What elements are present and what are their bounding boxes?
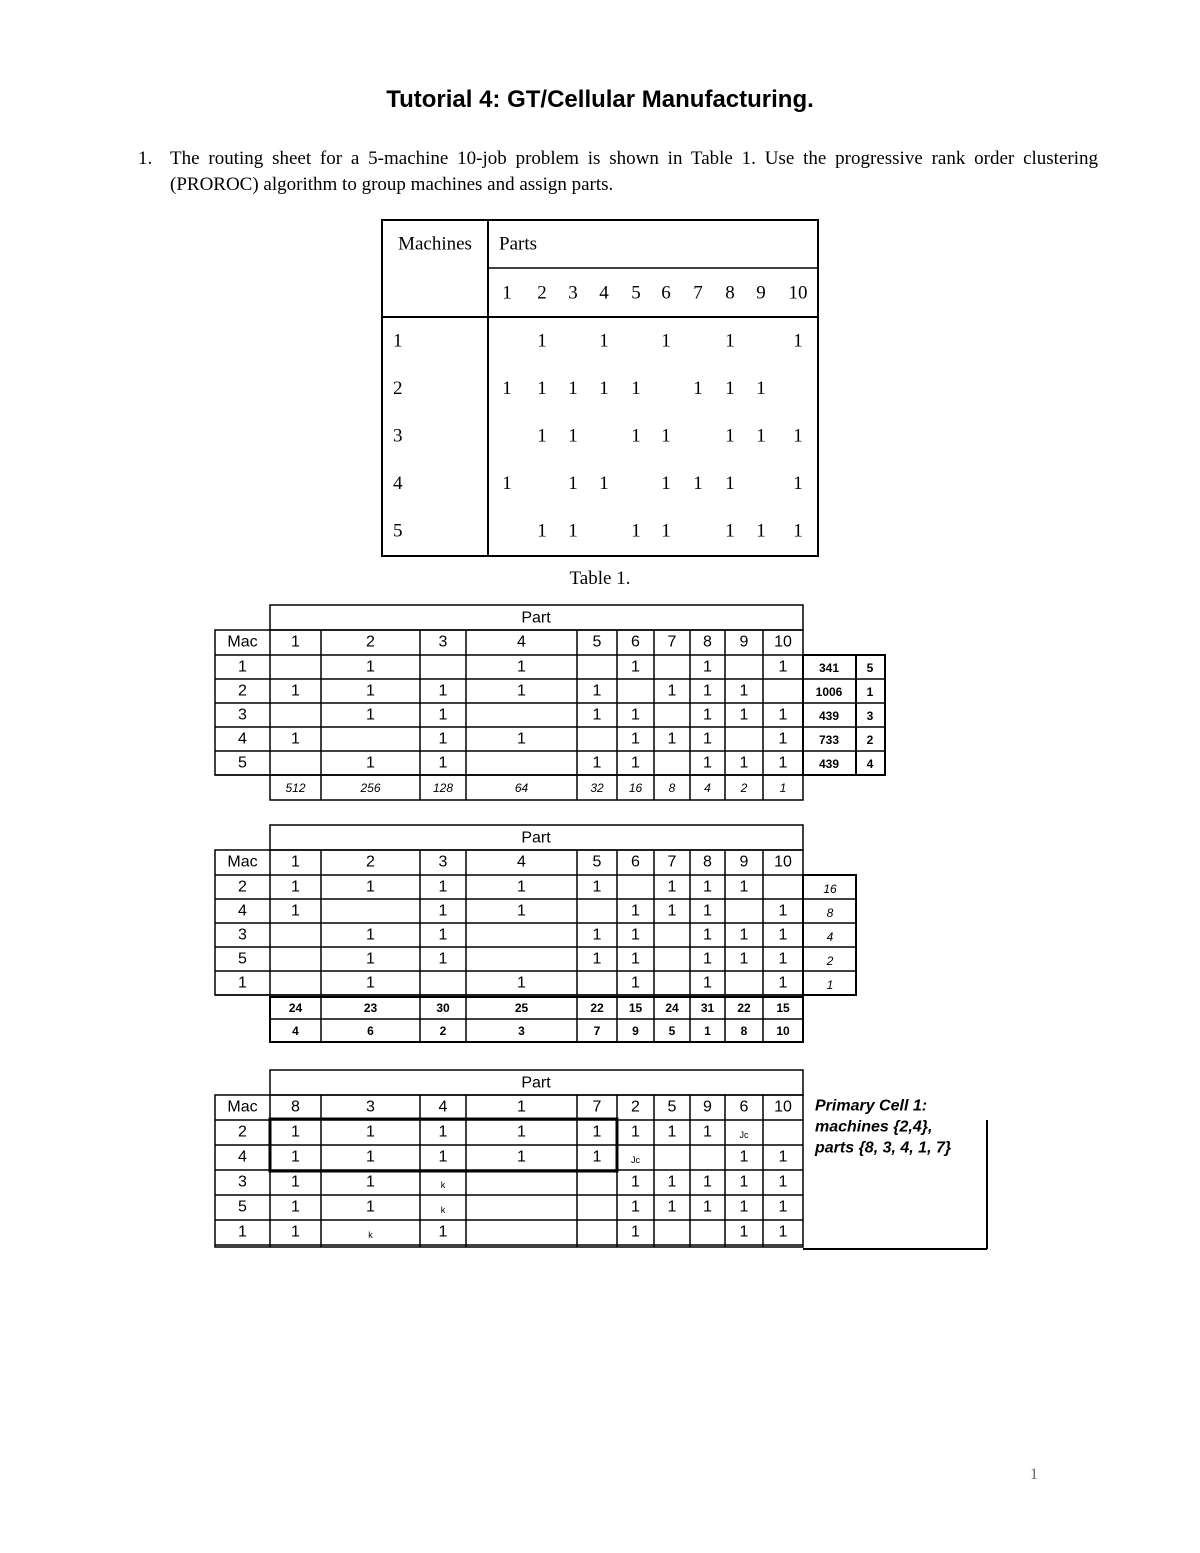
grid-cell: 1 xyxy=(631,754,640,772)
table1-part-number: 2 xyxy=(537,282,547,304)
grid-cell: 1 xyxy=(631,926,640,944)
table1-part-number: 9 xyxy=(756,282,766,304)
page-number: 1 xyxy=(1030,1466,1038,1483)
part-col-header: 7 xyxy=(667,853,677,871)
row-rank: 4 xyxy=(866,757,874,771)
grid-cell: 1 xyxy=(667,1198,677,1216)
grid-cell: 1 xyxy=(366,878,375,896)
grid-cell: 1 xyxy=(778,658,788,676)
table1-cell: 1 xyxy=(661,473,671,494)
grid-cell: 1 xyxy=(778,730,788,748)
part-col-header: 6 xyxy=(631,853,640,871)
grid-cell: 1 xyxy=(703,754,712,772)
table1-cell: 1 xyxy=(793,425,803,447)
column-weight: 16 xyxy=(628,781,643,795)
row-binary-sum: 1006 xyxy=(815,685,843,699)
row-weight: 4 xyxy=(826,930,834,944)
grid-cell: 1 xyxy=(291,1198,300,1216)
part-col-header: 7 xyxy=(592,1098,602,1116)
column-weight: 256 xyxy=(360,781,381,795)
table1-part-number: 1 xyxy=(502,282,512,304)
column-rank: 9 xyxy=(632,1024,639,1038)
column-binary-sum: 30 xyxy=(436,1001,450,1015)
part-header: Part xyxy=(521,609,551,627)
column-binary-sum: 24 xyxy=(288,1001,303,1015)
part-col-header: 10 xyxy=(774,853,792,871)
grid-cell: 1 xyxy=(517,658,526,676)
part-col-header: 5 xyxy=(592,853,602,871)
mac-label: 2 xyxy=(238,682,247,700)
table1-cell: 1 xyxy=(756,520,766,542)
grid-cell: 1 xyxy=(667,902,677,920)
row-binary-sum: 439 xyxy=(818,757,840,771)
row-rank: 2 xyxy=(866,733,874,747)
grid-cell: 1 xyxy=(631,1123,640,1141)
grid-cell: 1 xyxy=(291,1223,300,1241)
table1-cell: 1 xyxy=(599,473,609,494)
table1-parts-header: Parts xyxy=(499,233,537,255)
grid-cell: 1 xyxy=(739,1148,749,1166)
column-rank: 8 xyxy=(740,1024,748,1038)
grid-cell: 1 xyxy=(438,950,448,968)
grid-cell: 1 xyxy=(703,878,712,896)
grid-cell: 1 xyxy=(667,878,677,896)
grid-cell: 1 xyxy=(778,974,788,992)
grid-cell: 1 xyxy=(631,902,640,920)
grid-cell: 1 xyxy=(631,706,640,724)
grid-cell: 1 xyxy=(291,902,300,920)
part-col-header: 3 xyxy=(438,853,448,871)
part-header: Part xyxy=(521,829,551,847)
mac-label: 4 xyxy=(238,730,247,748)
table1-cell: 1 xyxy=(725,425,735,447)
grid-cell: 1 xyxy=(778,950,788,968)
table1-cell: 1 xyxy=(725,473,735,494)
row-weight: 8 xyxy=(826,906,834,920)
grid-cell: 1 xyxy=(739,878,749,896)
part-col-header: 8 xyxy=(291,1098,300,1116)
question-number: 1. xyxy=(138,148,153,169)
mac-label: 4 xyxy=(238,902,247,920)
grid-cell: 1 xyxy=(739,926,749,944)
grid-cell: 1 xyxy=(739,1198,749,1216)
column-binary-sum: 15 xyxy=(776,1001,790,1015)
grid-cell: 1 xyxy=(778,1148,788,1166)
mac-label: 3 xyxy=(238,926,247,944)
grid-cell: 1 xyxy=(703,682,712,700)
part-col-header: 4 xyxy=(517,853,526,871)
part-header: Part xyxy=(521,1074,551,1092)
grid-cell: 1 xyxy=(592,878,602,896)
grid-cell: 1 xyxy=(366,974,375,992)
table1-machine-label: 2 xyxy=(393,378,403,399)
column-binary-sum: 23 xyxy=(363,1001,378,1015)
grid-cell: 1 xyxy=(438,730,448,748)
part-col-header: 1 xyxy=(517,1098,526,1116)
column-binary-sum: 15 xyxy=(628,1001,643,1015)
grid-cell: 1 xyxy=(703,1173,712,1191)
grid-cell: 1 xyxy=(631,730,640,748)
mac-label: 3 xyxy=(238,1173,247,1191)
row-rank: 5 xyxy=(866,661,874,675)
grid-cell: 1 xyxy=(291,730,300,748)
table1-cell: 1 xyxy=(568,425,578,447)
grid-cell: 1 xyxy=(517,902,526,920)
grid-cell: 1 xyxy=(703,706,712,724)
table1-machine-label: 5 xyxy=(393,520,403,542)
grid-cell: 1 xyxy=(703,950,712,968)
part-col-header: 3 xyxy=(366,1098,375,1116)
column-rank: 5 xyxy=(668,1024,676,1038)
grid-cell: 1 xyxy=(631,1173,640,1191)
table1-cell: 1 xyxy=(502,473,512,494)
grid-cell: 1 xyxy=(438,902,448,920)
grid-cell: 1 xyxy=(778,1173,788,1191)
grid-cell: 1 xyxy=(366,754,375,772)
table1-cell: 1 xyxy=(661,330,671,352)
table1-cell: 1 xyxy=(568,473,578,494)
row-binary-sum: 341 xyxy=(818,661,840,675)
mac-header: Mac xyxy=(227,853,258,871)
mac-label: 1 xyxy=(238,974,247,992)
part-col-header: 5 xyxy=(592,633,602,651)
column-rank: 10 xyxy=(776,1024,790,1038)
row-binary-sum: 733 xyxy=(818,733,840,747)
table1-machine-label: 4 xyxy=(393,473,403,494)
column-weight: 2 xyxy=(740,781,748,795)
grid-cell: 1 xyxy=(438,1223,448,1241)
column-binary-sum: 25 xyxy=(514,1001,529,1015)
primary-cell-note: Primary Cell 1: xyxy=(815,1097,928,1115)
grid-cell: 1 xyxy=(703,658,712,676)
part-col-header: 9 xyxy=(739,633,749,651)
table1-machine-label: 3 xyxy=(393,425,403,447)
mac-label: 2 xyxy=(238,878,247,896)
table1-machines-header: Machines xyxy=(398,233,472,255)
table1-cell: 1 xyxy=(661,425,671,447)
table1-cell: 1 xyxy=(693,473,703,494)
table1-cell: 1 xyxy=(725,330,735,352)
grid-cell: 1 xyxy=(438,1148,448,1166)
primary-cell-note: parts {8, 3, 4, 1, 7} xyxy=(815,1139,952,1157)
table1-cell: 1 xyxy=(756,425,766,447)
table1-cell: 1 xyxy=(693,378,703,399)
part-col-header: 10 xyxy=(774,633,792,651)
grid-cell: 1 xyxy=(667,682,677,700)
grid-cell: 1 xyxy=(778,902,788,920)
grid-cell: 1 xyxy=(592,1123,602,1141)
grid-cell: 1 xyxy=(291,878,300,896)
part-col-header: 1 xyxy=(291,853,300,871)
table1-cell: 1 xyxy=(599,378,609,399)
grid-cell: 1 xyxy=(739,706,749,724)
grid-cell: 1 xyxy=(592,926,602,944)
grid-cell: 1 xyxy=(703,1198,712,1216)
grid-cell: 1 xyxy=(438,754,448,772)
row-binary-sum: 439 xyxy=(818,709,840,723)
grid-cell: 1 xyxy=(517,1148,526,1166)
row-weight: 16 xyxy=(823,882,837,896)
primary-cell-note: machines {2,4}, xyxy=(815,1118,933,1136)
part-col-header: 2 xyxy=(631,1098,640,1116)
grid-cell: 1 xyxy=(592,706,602,724)
table1-cell: 1 xyxy=(793,330,803,352)
grid-cell: 1 xyxy=(592,950,602,968)
grid-cell: 1 xyxy=(438,1123,448,1141)
table1-cell: 1 xyxy=(537,378,547,399)
grid-mark: k xyxy=(440,1205,446,1215)
grid-cell: 1 xyxy=(438,878,448,896)
table1-cell: 1 xyxy=(793,520,803,542)
part-col-header: 2 xyxy=(366,853,375,871)
table1-part-number: 10 xyxy=(788,282,808,304)
table1-cell: 1 xyxy=(725,520,735,542)
mac-header: Mac xyxy=(227,633,258,651)
table1-cell: 1 xyxy=(537,520,547,542)
mac-label: 5 xyxy=(238,754,247,772)
grid-cell: 1 xyxy=(366,706,375,724)
table1-cell: 1 xyxy=(568,378,578,399)
column-binary-sum: 24 xyxy=(665,1001,679,1015)
grid-cell: 1 xyxy=(739,682,749,700)
mac-label: 4 xyxy=(238,1148,247,1166)
grid-cell: 1 xyxy=(517,682,526,700)
mac-label: 3 xyxy=(238,706,247,724)
grid-cell: 1 xyxy=(517,974,526,992)
column-rank: 1 xyxy=(704,1024,711,1038)
table1-caption: Table 1. xyxy=(569,568,631,589)
grid-cell: 1 xyxy=(592,1148,602,1166)
part-col-header: 9 xyxy=(739,853,749,871)
table1-cell: 1 xyxy=(631,425,641,447)
row-rank: 3 xyxy=(866,709,874,723)
column-rank: 3 xyxy=(518,1024,525,1038)
column-weight: 8 xyxy=(668,781,676,795)
grid-cell: 1 xyxy=(366,926,375,944)
column-rank: 7 xyxy=(593,1024,601,1038)
table1-cell: 1 xyxy=(502,378,512,399)
grid-cell: 1 xyxy=(703,1123,712,1141)
grid-cell: 1 xyxy=(517,1123,526,1141)
grid-cell: 1 xyxy=(291,1173,300,1191)
grid-cell: 1 xyxy=(778,926,788,944)
part-col-header: 3 xyxy=(438,633,448,651)
grid-cell: 1 xyxy=(438,706,448,724)
part-col-header: 6 xyxy=(739,1098,749,1116)
part-col-header: 6 xyxy=(631,633,640,651)
table1-cell: 1 xyxy=(568,520,578,542)
column-rank: 2 xyxy=(439,1024,447,1038)
grid-cell: 1 xyxy=(631,658,640,676)
grid-cell: 1 xyxy=(739,754,749,772)
grid-cell: 1 xyxy=(739,1173,749,1191)
grid-cell: 1 xyxy=(703,926,712,944)
table1-part-number: 8 xyxy=(725,282,735,304)
part-col-header: 8 xyxy=(703,853,712,871)
grid-cell: 1 xyxy=(366,1148,375,1166)
grid-cell: 1 xyxy=(366,1173,375,1191)
grid-cell: 1 xyxy=(592,754,602,772)
grid-cell: 1 xyxy=(366,950,375,968)
mac-label: 2 xyxy=(238,1123,247,1141)
table1-cell: 1 xyxy=(631,520,641,542)
part-col-header: 5 xyxy=(667,1098,677,1116)
table1-part-number: 3 xyxy=(568,282,578,304)
grid-cell: 1 xyxy=(778,706,788,724)
table1-part-number: 6 xyxy=(661,282,671,304)
column-weight: 4 xyxy=(704,781,711,795)
row-weight: 2 xyxy=(826,954,834,968)
table1-cell: 1 xyxy=(661,520,671,542)
table1-part-number: 7 xyxy=(693,282,703,304)
row-rank: 1 xyxy=(866,685,874,699)
column-rank: 6 xyxy=(367,1024,374,1038)
grid-cell: 1 xyxy=(366,1198,375,1216)
column-weight: 64 xyxy=(514,781,529,795)
table1-cell: 1 xyxy=(599,330,609,352)
table1-cell: 1 xyxy=(793,473,803,494)
part-col-header: 1 xyxy=(291,633,300,651)
grid-cell: 1 xyxy=(739,1223,749,1241)
grid-cell: 1 xyxy=(703,730,712,748)
grid-mark: Jc xyxy=(631,1155,640,1165)
column-weight: 512 xyxy=(285,781,306,795)
column-weight: 1 xyxy=(779,781,787,795)
table1-cell: 1 xyxy=(537,425,547,447)
grid-cell: 1 xyxy=(667,730,677,748)
part-col-header: 4 xyxy=(438,1098,448,1116)
part-col-header: 8 xyxy=(703,633,712,651)
table1-part-number: 4 xyxy=(599,282,609,304)
grid-cell: 1 xyxy=(631,950,640,968)
table1-machine-label: 1 xyxy=(393,330,403,352)
grid-cell: 1 xyxy=(631,1198,640,1216)
grid-cell: 1 xyxy=(291,1123,300,1141)
grid-cell: 1 xyxy=(631,974,640,992)
table1-cell: 1 xyxy=(631,378,641,399)
table1-cell: 1 xyxy=(756,378,766,399)
mac-label: 1 xyxy=(238,658,247,676)
grid-cell: 1 xyxy=(778,1198,788,1216)
question-text: The routing sheet for a 5-machine 10-job problem is shown in Table 1. Use the progressive rank order clustering (PROROC) algorithm to group machines and assign parts. xyxy=(170,148,1098,195)
grid-cell: 1 xyxy=(739,950,749,968)
grid-cell: 1 xyxy=(778,1223,788,1241)
part-col-header: 10 xyxy=(774,1098,792,1116)
table1-cell: 1 xyxy=(537,330,547,352)
grid-cell: 1 xyxy=(366,682,375,700)
column-binary-sum: 31 xyxy=(700,1001,715,1015)
row-weight: 1 xyxy=(826,978,834,992)
part-col-header: 7 xyxy=(667,633,677,651)
grid-cell: 1 xyxy=(592,682,602,700)
grid-cell: 1 xyxy=(438,926,448,944)
part-col-header: 9 xyxy=(703,1098,712,1116)
table1-part-number: 5 xyxy=(631,282,641,304)
page-title: Tutorial 4: GT/Cellular Manufacturing. xyxy=(386,86,814,113)
grid-mark: k xyxy=(440,1180,446,1190)
grid-cell: 1 xyxy=(631,1223,640,1241)
grid-mark: Jc xyxy=(739,1130,749,1140)
grid-cell: 1 xyxy=(291,1148,300,1166)
mac-label: 1 xyxy=(238,1223,247,1241)
table1-cell: 1 xyxy=(725,378,735,399)
grid-cell: 1 xyxy=(366,658,375,676)
grid-cell: 1 xyxy=(517,878,526,896)
column-rank: 4 xyxy=(292,1024,299,1038)
grid-mark: k xyxy=(368,1230,373,1240)
grid-cell: 1 xyxy=(438,682,448,700)
column-binary-sum: 22 xyxy=(737,1001,751,1015)
grid-cell: 1 xyxy=(703,902,712,920)
grid-cell: 1 xyxy=(667,1123,677,1141)
weights-row xyxy=(270,775,803,800)
grid-cell: 1 xyxy=(366,1123,375,1141)
part-col-header: 4 xyxy=(517,633,526,651)
grid-cell: 1 xyxy=(667,1173,677,1191)
mac-label: 5 xyxy=(238,950,247,968)
part-col-header: 2 xyxy=(366,633,375,651)
grid-cell: 1 xyxy=(703,974,712,992)
column-binary-sum: 22 xyxy=(590,1001,604,1015)
mac-header: Mac xyxy=(227,1098,258,1116)
column-weight: 32 xyxy=(590,781,604,795)
column-weight: 128 xyxy=(432,781,454,795)
grid-cell: 1 xyxy=(778,754,788,772)
grid-cell: 1 xyxy=(517,730,526,748)
grid-cell: 1 xyxy=(291,682,300,700)
mac-label: 5 xyxy=(238,1198,247,1216)
